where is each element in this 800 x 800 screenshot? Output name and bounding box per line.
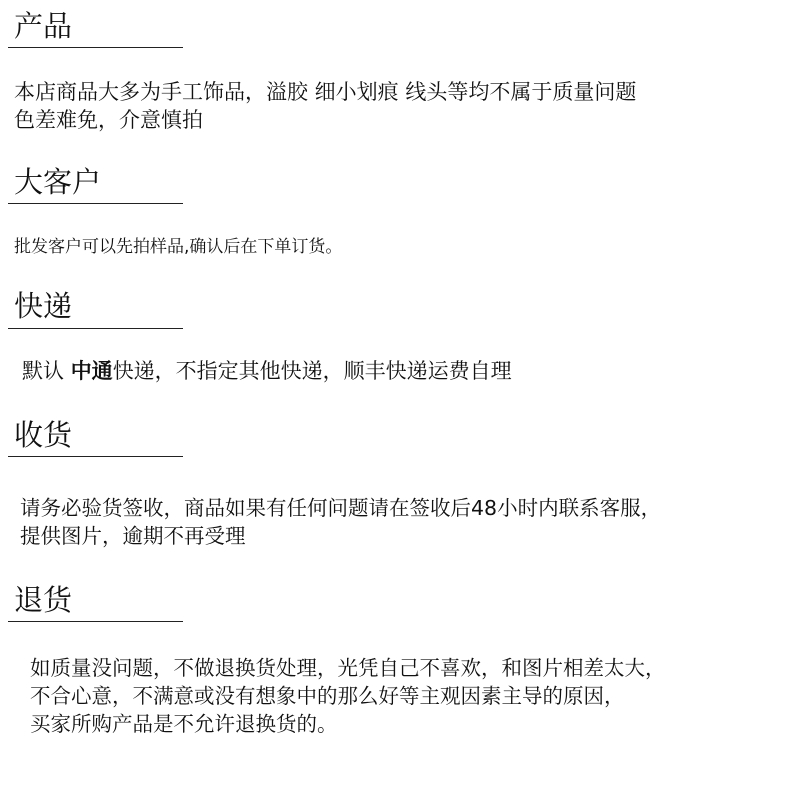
section-heading-receiving: 收货: [14, 418, 73, 452]
section-heading-returns: 退货: [14, 583, 73, 617]
heading-underline: [8, 47, 183, 48]
heading-underline: [8, 328, 183, 329]
heading-underline: [8, 621, 183, 622]
section-heading-wholesale: 大客户: [14, 165, 102, 199]
returns-text-line-2: 不合心意，不满意或没有想象中的那么好等主观因素主导的原因，: [30, 684, 625, 708]
receiving-text-line-1: 请务必验货签收，商品如果有任何问题请在签收后48小时内联系客服，: [20, 496, 662, 520]
shipping-text-suffix: 快递，不指定其他快递，顺丰快递运费自理: [112, 359, 512, 383]
receiving-text-line-2: 提供图片，逾期不再受理: [20, 524, 246, 548]
product-text-line-2: 色差难免，介意慎拍: [14, 108, 203, 132]
section-heading-product: 产品: [14, 9, 73, 43]
heading-underline: [8, 203, 183, 204]
returns-text-line-3: 买家所购产品是不允许退换货的。: [30, 712, 338, 736]
heading-underline: [8, 456, 183, 457]
shipping-text-line-1: [22, 355, 512, 385]
product-text-line-1: 本店商品大多为手工饰品，溢胶 细小划痕 线头等均不属于质量问题: [14, 80, 637, 104]
shipping-carrier-highlight: 中通: [70, 359, 113, 383]
section-heading-shipping: 快递: [14, 289, 73, 323]
shipping-text-prefix: 默认: [22, 359, 71, 383]
returns-text-line-1: 如质量没问题，不做退换货处理，光凭自己不喜欢，和图片相差太大，: [30, 656, 666, 680]
wholesale-text-line-1: 批发客户可以先拍样品,确认后在下单订货。: [14, 237, 343, 257]
